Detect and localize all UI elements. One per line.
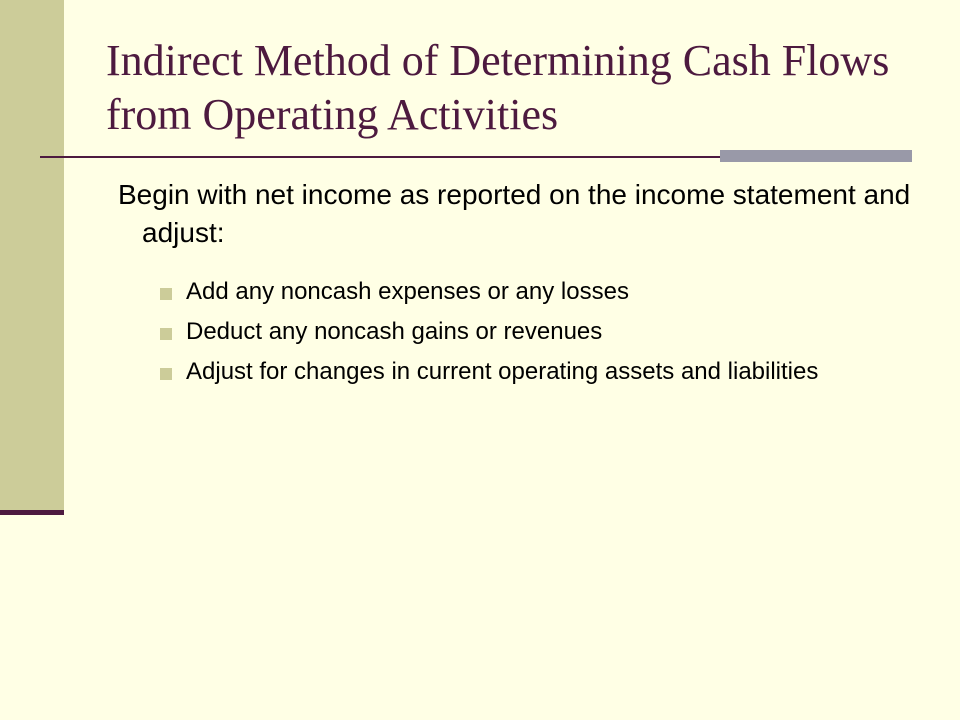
bullet-text: Adjust for changes in current operating assets and liabilities bbox=[186, 358, 819, 385]
slide-title: Indirect Method of Determining Cash Flows from Operating Activities bbox=[106, 36, 890, 139]
bullet-text: Deduct any noncash gains or revenues bbox=[186, 318, 603, 345]
square-bullet-icon bbox=[160, 368, 172, 380]
bullet-item bbox=[158, 276, 918, 308]
sidebar-underline bbox=[0, 510, 64, 515]
decorative-sidebar bbox=[0, 0, 64, 512]
bullet-item bbox=[158, 316, 918, 348]
bullet-text: Add any noncash expenses or any losses bbox=[186, 278, 629, 305]
bullet-list bbox=[158, 276, 918, 396]
intro-text: Begin with net income as reported on the income statement and adjust: bbox=[118, 179, 911, 248]
square-bullet-icon bbox=[160, 328, 172, 340]
bullet-item bbox=[158, 356, 918, 388]
square-bullet-icon bbox=[160, 288, 172, 300]
title-accent-bar bbox=[720, 150, 912, 162]
